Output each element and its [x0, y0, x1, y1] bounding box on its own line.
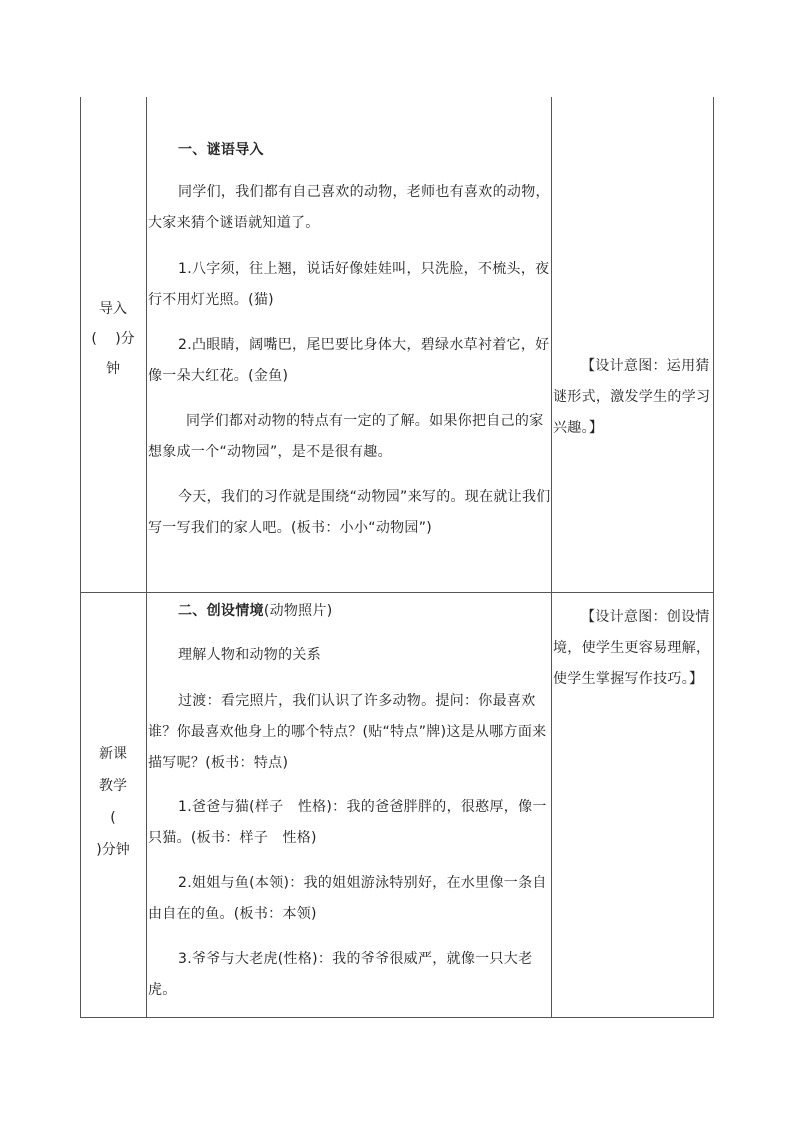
stage-label-line: 新课: [99, 746, 127, 762]
paragraph: 过渡：看完照片，我们认识了许多动物。提问：你最喜欢谁？你最喜欢他身上的哪个特点？(贴“特点”牌)这是从哪方面来描写呢？(板书：特点): [148, 693, 547, 771]
stage-label-line: )分钟: [96, 842, 130, 858]
example-1: 1.爸爸与猫(样子 性格)：我的爸爸胖胖的，很憨厚，像一只猫。(板书：样子 性格): [148, 799, 547, 846]
paragraph: 理解人物和动物的关系: [178, 647, 321, 663]
example-3: 3.爷爷与大老虎(性格)：我的爷爷很威严，就像一只大老虎。: [148, 951, 533, 998]
paragraph: 同学们都对动物的特点有一定的了解。如果你把自己的家想象成一个“动物园”，是不是很有趣。: [148, 413, 544, 460]
design-intent-intro: 【设计意图：运用猜谜形式，激发学生的学习兴趣。】: [553, 358, 711, 436]
stage-label-line: ( )分: [91, 331, 135, 347]
section-heading: 一、谜语导入: [178, 142, 264, 158]
example-2: 2.姐姐与鱼(本领)：我的姐姐游泳特别好，在水里像一条自由自在的鱼。(板书：本领): [148, 875, 547, 922]
section-heading: [148, 596, 551, 627]
riddle-1: 1.八字须，往上翘，说话好像娃娃叫，只洗脸，不梳头，夜行不用灯光照。(猫): [148, 261, 550, 308]
paragraph: 同学们，我们都有自己喜欢的动物，老师也有喜欢的动物，大家来猜个谜语就知道了。: [148, 184, 550, 231]
table-bottom-border: [80, 1017, 714, 1018]
table-right-border: [713, 97, 714, 1018]
riddle-2: 2.凸眼睛，阔嘴巴，尾巴要比身体大，碧绿水草衬着它，好像一朵大红花。(金鱼): [148, 337, 550, 384]
table-row-divider: [80, 592, 714, 593]
section-heading-note: (动物照片): [263, 603, 333, 619]
table-col-divider-2: [551, 97, 552, 1018]
stage-label-line: 钟: [106, 361, 120, 377]
stage-label-line: 教学: [99, 778, 127, 794]
paragraph: 今天，我们的习作就是围绕“动物园”来写的。现在就让我们写一写我们的家人吧。(板书：小小“动物园”): [148, 489, 551, 536]
stage-label-line: 导入: [99, 301, 127, 317]
stage-label-line: (: [110, 810, 116, 826]
design-intent-new: 【设计意图：创设情境，使学生更容易理解，使学生掌握写作技巧。】: [553, 609, 711, 687]
section-heading-bold: 二、创设情境: [178, 603, 264, 619]
table-col-divider-1: [146, 97, 147, 1018]
stage-label-new-lesson: [80, 738, 146, 866]
table-left-border: [80, 97, 81, 1018]
stage-label-intro: [80, 294, 146, 384]
